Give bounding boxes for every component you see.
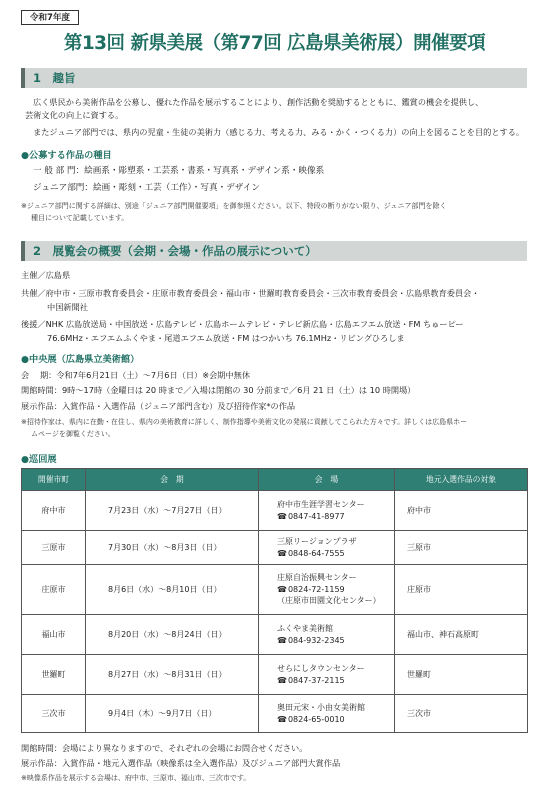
section-heading-overview: 2 展覧会の概要（会期・会場・作品の展示について） (21, 241, 527, 261)
row-venue (259, 655, 395, 695)
venue-name: 奥田元宋・小由女美術館 (277, 703, 365, 712)
year-badge: 令和7年度 (21, 10, 79, 25)
row-target: 福山市、神石高原町 (395, 615, 528, 655)
row-period: 8月6日（水）～8月10日（日） (86, 565, 259, 615)
row-venue (259, 615, 395, 655)
venue-phone: ☎ 084-932-2345 (277, 635, 394, 647)
row-period: 9月4日（木）～9月7日（日） (86, 695, 259, 733)
central-exhibits: 展示作品：入賞作品・入選作品（ジュニア部門含む）及び招待作家*の作品 (21, 401, 296, 411)
venue-note: （庄原市田園文化センター） (277, 596, 381, 606)
row-venue (259, 695, 395, 733)
row-venue (259, 565, 395, 615)
touring-exhibition-heading: ●巡回展 (21, 454, 57, 465)
header-target: 地元入選作品の対象 (395, 469, 528, 491)
supporters-1: 後援／NHK 広島放送局・中国放送・広島テレビ・広島ホームテレビ・テレビ新広島・広島エフエム放送・FM ちゅーピー (21, 319, 464, 329)
venue-name: 三原リージョンプラザ (277, 537, 357, 546)
row-target: 府中市 (395, 491, 528, 531)
tour-exhibits: 展示作品：入賞作品・地元入選作品（映像系は全入選作品）及びジュニア部門大賞作品 (21, 758, 341, 768)
page-title: 第13回 新県美展（第77回 広島県美術展）開催要項 (63, 33, 486, 54)
purpose-paragraph-2: またジュニア部門では、県内の児童・生徒の美術力（感じる力、考える力、みる・かく・つくる力）の向上を図ることを目的とする。 (33, 127, 525, 137)
table-row (22, 531, 528, 565)
supporters-2: 76.6MHz・エフエムふくやま・尾道エフエム放送・FM はつかいち 76.1MHz・リビングひろしま (47, 333, 405, 343)
works-note-1: ※ジュニア部門に関する詳細は、別途「ジュニア部門開催要項」を御参照ください。以下、特段の断りがない限り、ジュニア部門を除く (21, 202, 447, 210)
row-city: 世羅町 (22, 655, 86, 695)
venue-name: せらにしタウンセンター (277, 664, 365, 673)
central-hours: 開館時間：9時～17時（金曜日は 20 時まで／入場は閉館の 30 分前まで／6月 21 日（土）は 10 時開場） (21, 385, 416, 395)
touring-schedule-table (21, 468, 528, 733)
row-target: 三次市 (395, 695, 528, 733)
venue-phone: ☎ 0847-41-8977 (277, 511, 394, 523)
row-city: 三原市 (22, 531, 86, 565)
venue-name: 庄原自治振興センター (277, 573, 357, 583)
row-period: 7月23日（水）～7月27日（日） (86, 491, 259, 531)
organizer: 主催／広島県 (21, 270, 71, 280)
general-division: 一 般 部 門：絵画系・彫塑系・工芸系・書系・写真系・デザイン系・映像系 (33, 166, 325, 176)
purpose-paragraph-1a: 広く県民から美術作品を公募し、優れた作品を展示することにより、創作活動を奨励するとともに、鑑賞の機会を提供し、 (33, 97, 484, 107)
row-city: 福山市 (22, 615, 86, 655)
row-city: 三次市 (22, 695, 86, 733)
row-venue (259, 531, 395, 565)
purpose-paragraph-1b: 芸術文化の向上に資する。 (25, 110, 124, 120)
table-row (22, 491, 528, 531)
co-organizers-1: 共催／府中市・三原市教育委員会・庄原市教育委員会・福山市・世羅町教育委員会・三次市教育委員会・広島県教育委員会・ (21, 288, 480, 298)
table-row (22, 565, 528, 615)
row-period: 7月30日（水）～8月3日（日） (86, 531, 259, 565)
row-target: 世羅町 (395, 655, 528, 695)
venue-phone: ☎ 0824-65-0010 (277, 714, 394, 726)
header-period: 会 期 (86, 469, 259, 491)
row-venue (259, 491, 395, 531)
row-period: 8月27日（水）～8月31日（日） (86, 655, 259, 695)
header-city: 開催市町 (22, 469, 86, 491)
row-period: 8月20日（水）～8月24日（日） (86, 615, 259, 655)
central-exhibition-heading: ●中央展（広島県立美術館） (21, 354, 140, 365)
venue-phone: ☎ 0848-64-7555 (277, 548, 394, 560)
works-note-2: 種目について記載しています。 (31, 214, 129, 222)
tour-hours: 開館時間：会場により異なりますので、それぞれの会場にお問合せください。 (21, 743, 308, 753)
venue-name: ふくやま美術館 (277, 624, 333, 633)
invited-artist-note-2: ムページを御覧ください。 (31, 430, 115, 438)
row-city: 府中市 (22, 491, 86, 531)
venue-phone: ☎ 0824-72-1159 (277, 584, 394, 596)
table-row (22, 655, 528, 695)
header-venue: 会 場 (259, 469, 395, 491)
row-city: 庄原市 (22, 565, 86, 615)
table-row (22, 615, 528, 655)
row-target: 三原市 (395, 531, 528, 565)
venue-phone: ☎ 0847-37-2115 (277, 675, 394, 687)
works-heading: ●公募する作品の種目 (21, 150, 112, 161)
table-row (22, 695, 528, 733)
invited-artist-note-1: ※招待作家は、県内に在勤・在住し、県内の美術教育に詳しく、制作指導や美術文化の発展に貢献してこられた方々です。詳しくは広島県ホー (21, 418, 468, 426)
table-header-row (22, 469, 528, 491)
central-period: 会 期：令和7年6月21日（土）～7月6日（日）※会期中無休 (21, 370, 251, 380)
junior-division: ジュニア部門：絵画・彫刻・工芸（工作）・写真・デザイン (33, 183, 260, 193)
venue-name: 府中市生涯学習センター (277, 500, 365, 509)
section-heading-purpose: 1 趣旨 (21, 68, 527, 88)
video-venue-note: ※映像系作品を展示する会場は、府中市、三原市、福山市、三次市です。 (21, 774, 251, 782)
row-target: 庄原市 (395, 565, 528, 615)
co-organizers-2: 中国新聞社 (47, 302, 88, 312)
